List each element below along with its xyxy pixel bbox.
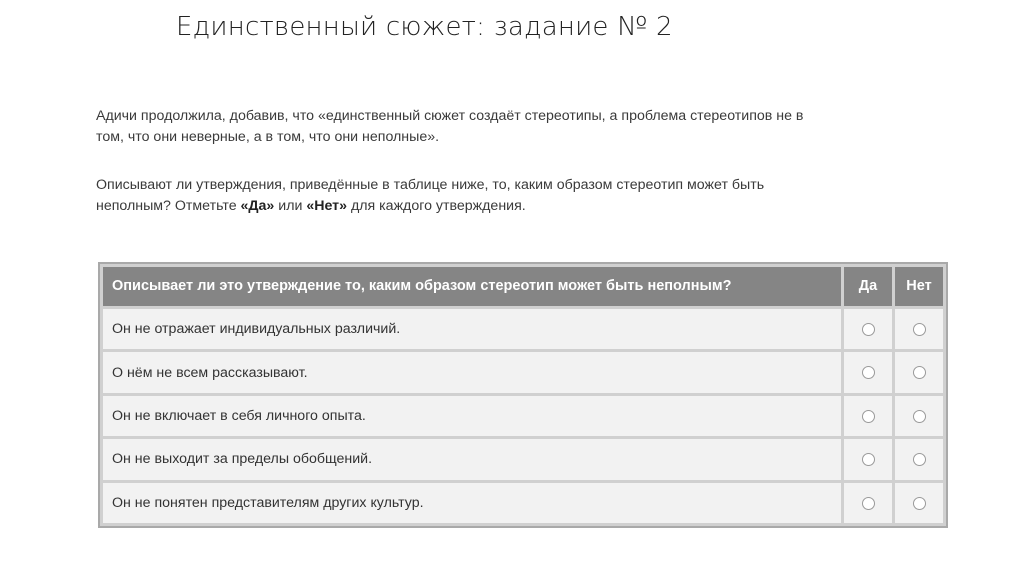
radio-yes[interactable]	[862, 453, 875, 466]
radio-no[interactable]	[913, 366, 926, 379]
table-row	[103, 309, 943, 349]
question-text-1: Описывают ли утверждения, приведённые в таблице ниже, то, каким образом стереотип может быть неполным? Отметьте	[96, 177, 765, 214]
header-yes: Да	[844, 267, 892, 306]
radio-no[interactable]	[913, 497, 926, 510]
header-question: Описывает ли это утверждение то, каким образом стереотип может быть неполным?	[103, 267, 841, 306]
row-no-cell	[895, 352, 943, 392]
row-yes-cell	[844, 439, 892, 479]
row-statement: О нём не всем рассказывают.	[103, 352, 841, 392]
radio-yes[interactable]	[862, 366, 875, 379]
radio-no[interactable]	[913, 323, 926, 336]
question-text-3: для каждого утверждения.	[347, 198, 526, 214]
row-no-cell	[895, 309, 943, 349]
row-statement: Он не понятен представителям других культур.	[103, 483, 841, 523]
table-row	[103, 439, 943, 479]
row-no-cell	[895, 396, 943, 436]
row-yes-cell	[844, 396, 892, 436]
row-yes-cell	[844, 309, 892, 349]
table-header-row	[103, 267, 943, 306]
row-no-cell	[895, 439, 943, 479]
question-no-bold: «Нет»	[306, 198, 348, 214]
intro-paragraph: Адичи продолжила, добавив, что «единственный сюжет создаёт стереотипы, а проблема стереотипов не в том, что они неверные, а в том, что они неполные».	[96, 108, 804, 145]
radio-yes[interactable]	[862, 497, 875, 510]
question-yes-bold: «Да»	[240, 198, 275, 214]
header-no: Нет	[895, 267, 943, 306]
slide-title: Единственный сюжет: задание № 2	[176, 12, 673, 42]
table-row	[103, 352, 943, 392]
row-no-cell	[895, 483, 943, 523]
question-text-2: или	[274, 198, 307, 214]
answer-grid	[100, 264, 946, 526]
row-statement: Он не включает в себя личного опыта.	[103, 396, 841, 436]
row-statement: Он не отражает индивидуальных различий.	[103, 309, 841, 349]
radio-yes[interactable]	[862, 323, 875, 336]
radio-yes[interactable]	[862, 410, 875, 423]
row-yes-cell	[844, 352, 892, 392]
row-yes-cell	[844, 483, 892, 523]
row-statement: Он не выходит за пределы обобщений.	[103, 439, 841, 479]
question-paragraph	[96, 175, 796, 217]
radio-no[interactable]	[913, 453, 926, 466]
answer-table	[98, 262, 948, 528]
table-row	[103, 483, 943, 523]
table-row	[103, 396, 943, 436]
radio-no[interactable]	[913, 410, 926, 423]
